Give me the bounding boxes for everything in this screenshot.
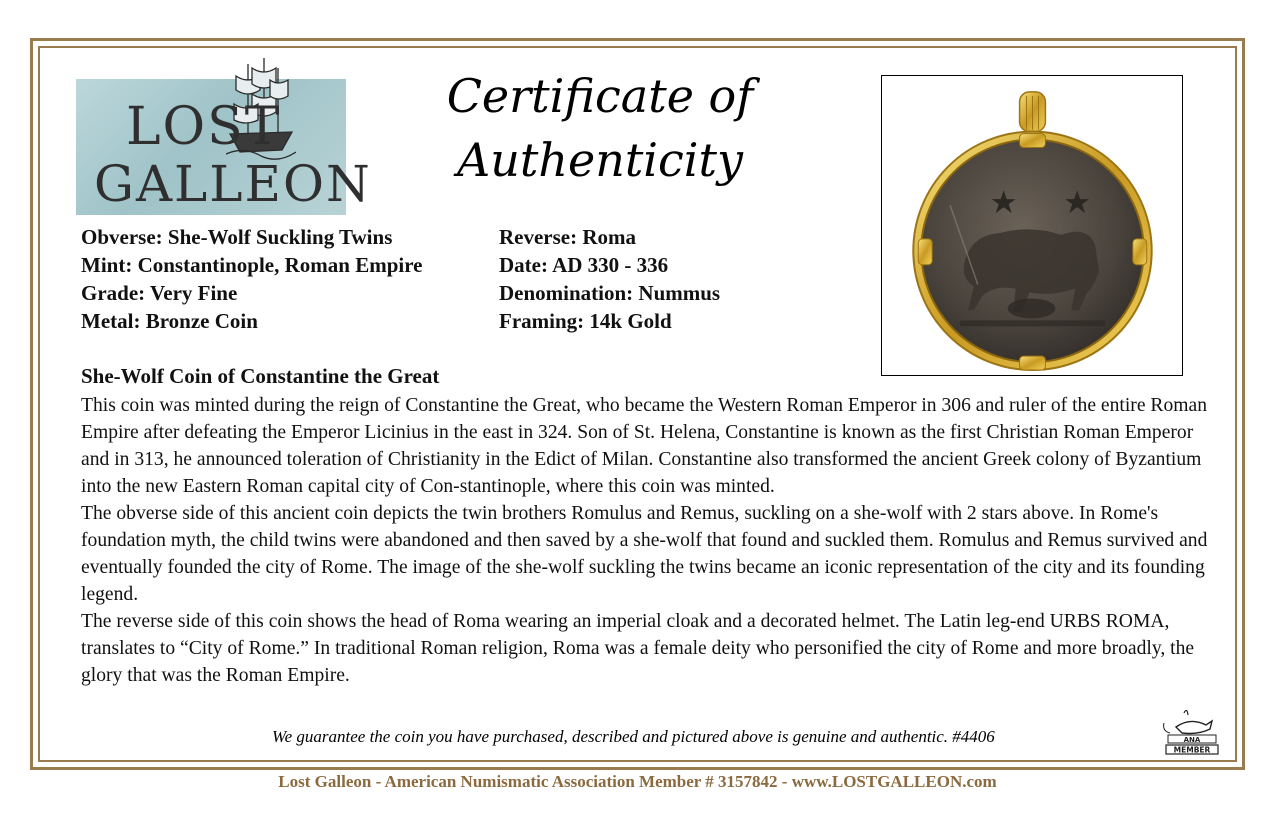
title-line-2: Authenticity xyxy=(457,133,743,187)
she-wolf-coin-pendant-image xyxy=(882,76,1181,374)
description-heading: She-Wolf Coin of Constantine the Great xyxy=(81,364,440,388)
detail-row xyxy=(81,251,801,279)
certificate-title xyxy=(430,64,770,192)
metal-detail: Metal: Bronze Coin xyxy=(81,309,258,333)
obverse-detail: Obverse: She-Wolf Suckling Twins xyxy=(81,225,393,249)
logo-word-lost: LOST xyxy=(126,97,282,157)
ana-member-badge xyxy=(1158,707,1222,757)
detail-row xyxy=(81,223,801,251)
footer-contact: Lost Galleon - American Numismatic Association Member # 3157842 - www.LOSTGALLEON.com xyxy=(278,772,997,791)
reverse-detail: Reverse: Roma xyxy=(499,225,637,249)
detail-row xyxy=(81,279,801,307)
coin-photo-frame xyxy=(881,75,1183,376)
date-detail: Date: AD 330 - 336 xyxy=(499,253,669,277)
logo-word-galleon: GALLEON xyxy=(94,155,372,213)
description-paragraph-history: This coin was minted during the reign of Constantine the Great, who became the Western Roman Emperor in 306 and ruler of the entire Roman Empire after defeating the Emperor Licinius in the east in 324. Son of St. Helena, Constantine is known as the first Christian Roman Emperor and in 313, he announced toleration of Christianity in the Edict of Milan. Constantine also transformed the ancient Greek colony of Byzantium into the new Eastern Roman capital city of Con-stantinople, where this coin was minted. xyxy=(81,395,1208,497)
lost-galleon-logo xyxy=(76,79,372,215)
ana-badge-bottom-text: MEMBER xyxy=(1173,745,1211,755)
description-paragraph-reverse: The reverse side of this coin shows the head of Roma wearing an imperial cloak and a decorated helmet. The Latin leg-end URBS ROMA, translates to “City of Rome.” In traditional Roman religion, Roma was a female deity who personified the city of Rome and more broadly, the glory that was the Roman Empire. xyxy=(81,611,1195,686)
authenticity-guarantee: We guarantee the coin you have purchased, described and pictured above is genuine and authentic. #4406 xyxy=(272,727,995,746)
coin-details xyxy=(81,223,801,335)
detail-row xyxy=(81,307,801,335)
coin-description xyxy=(81,392,1216,689)
description-paragraph-obverse: The obverse side of this ancient coin depicts the twin brothers Romulus and Remus, suckling on a she-wolf with 2 stars above. In Rome's foundation myth, the child twins were abandoned and then saved by a she-wolf that found and suckled them. Romulus and Remus survived and eventually founded the city of Rome. The image of the she-wolf suckling the twins became an iconic representation of the city and its founding legend. xyxy=(81,503,1208,605)
ana-badge-top-text: ANA xyxy=(1183,736,1201,744)
framing-detail: Framing: 14k Gold xyxy=(499,309,672,333)
mint-detail: Mint: Constantinople, Roman Empire xyxy=(81,253,423,277)
title-line-1: Certificate of xyxy=(446,69,754,123)
denomination-detail: Denomination: Nummus xyxy=(499,281,721,305)
grade-detail: Grade: Very Fine xyxy=(81,281,238,305)
ana-lamp-icon xyxy=(1164,710,1212,733)
